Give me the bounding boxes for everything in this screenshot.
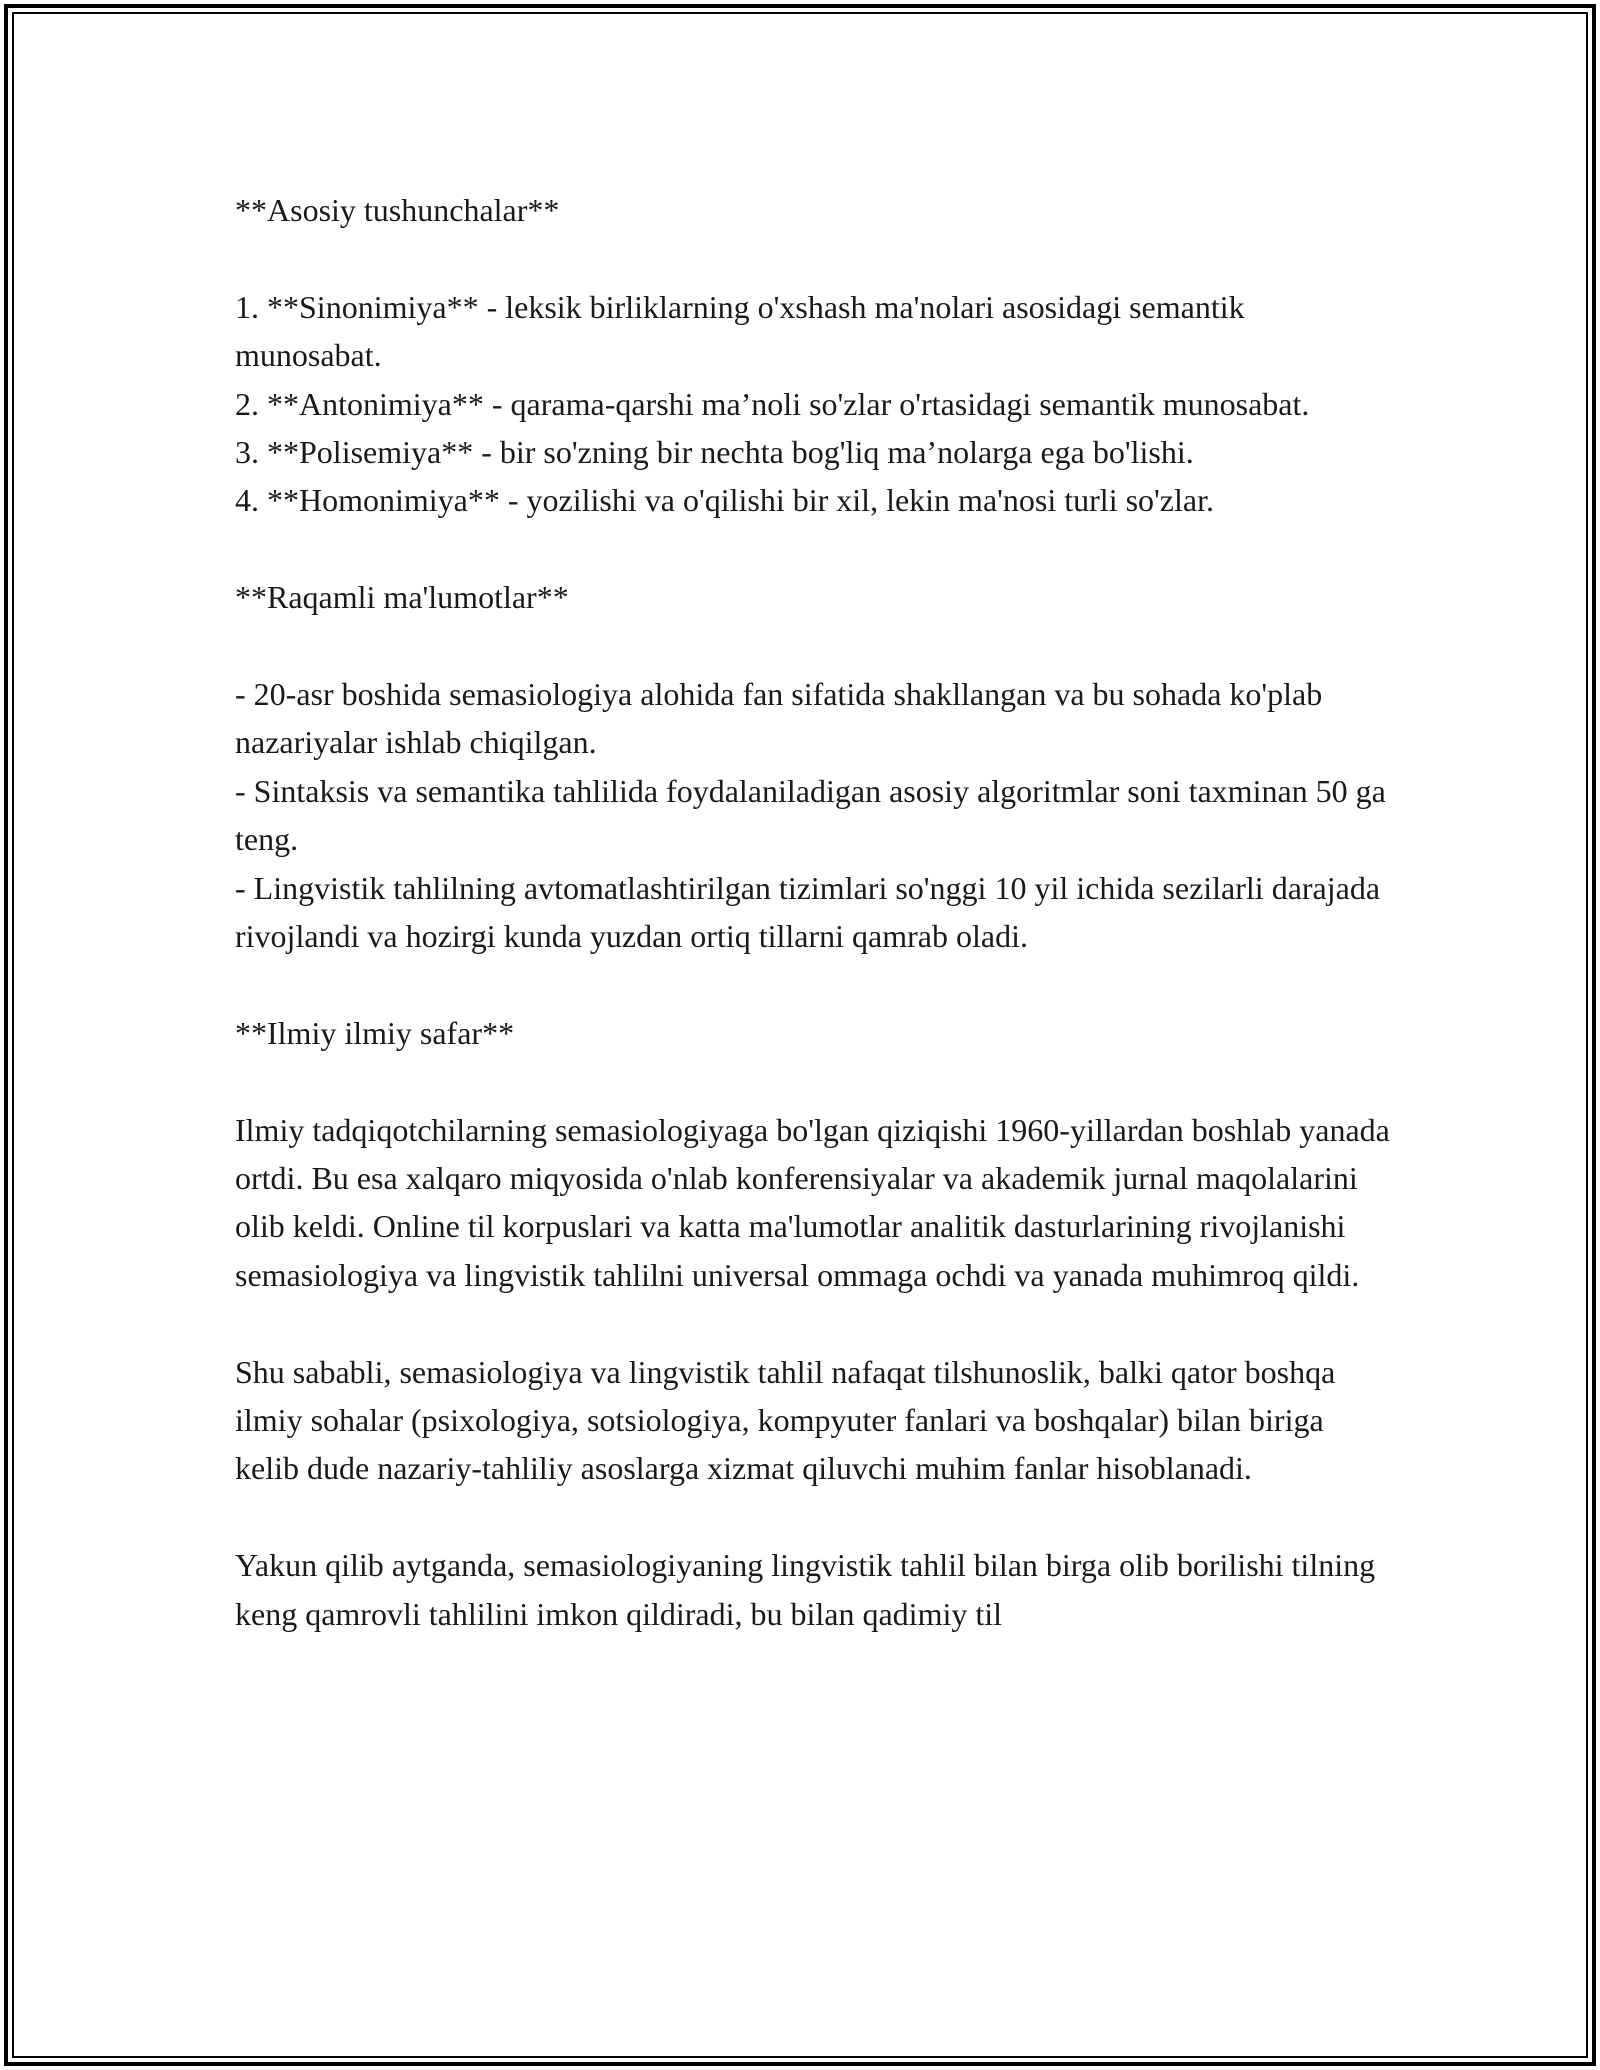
document-body xyxy=(235,186,1395,1638)
paragraph: Yakun qilib aytganda, semasiologiyaning lingvistik tahlil bilan birga olib borilishi tilning keng qamrovli tahlilini imkon qildiradi, bu bilan qadimiy til xyxy=(235,1547,1376,1632)
list-item-concept: 1. **Sinonimiya** - leksik birliklarning o'xshash ma'nolari asosidagi semantik munosabat. xyxy=(235,288,1245,374)
list-item-concept: 4. **Homonimiya** - yozilishi va o'qilishi bir xil, lekin ma'nosi turli so'zlar. xyxy=(235,482,1214,519)
section-heading-journey: **Ilmiy ilmiy safar** xyxy=(235,1014,515,1051)
list-item-concept: 3. **Polisemiya** - bir so'zning bir nechta bog'liq ma’nolarga ega bo'lishi. xyxy=(235,434,1194,471)
list-item-fact: - Sintaksis va semantika tahlilida foydalaniladigan asosiy algoritmlar soni taxminan 50 ga teng. xyxy=(235,772,1386,858)
list-item-concept: 2. **Antonimiya** - qarama-qarshi ma’noli so'zlar o'rtasidagi semantik munosabat. xyxy=(235,385,1310,422)
list-item-fact: - 20-asr boshida semasiologiya alohida fan sifatida shakllangan va bu sohada ko'plab nazariyalar ishlab chiqilgan. xyxy=(235,676,1323,761)
paragraph: Shu sababli, semasiologiya va lingvistik tahlil nafaqat tilshunoslik, balki qator boshqa ilmiy sohalar (psixologiya, sotsiologiya, kompyuter fanlari va boshqalar) bilan biriga kelib dude nazariy-tahliliy asoslarga xizmat qiluvchi muhim fanlar hisoblanadi. xyxy=(235,1353,1336,1487)
list-item-fact: - Lingvistik tahlilning avtomatlashtirilgan tizimlari so'nggi 10 yil ichida sezilarli darajada rivojlandi va hozirgi kunda yuzdan ortiq tillarni qamrab oladi. xyxy=(235,869,1381,955)
paragraph: Ilmiy tadqiqotchilarning semasiologiyaga bo'lgan qiziqishi 1960-yillardan boshlab yanada ortdi. Bu esa xalqaro miqyosida o'nlab konferensiyalar va akademik jurnal maqolalarini olib keldi. Online til korpuslari va katta ma'lumotlar analitik dasturlarining rivojlanishi semasiologiya va lingvistik tahlilni universal ommaga ochdi va yanada muhimroq qildi. xyxy=(235,1111,1390,1293)
section-heading-data: **Raqamli ma'lumotlar** xyxy=(235,579,569,616)
section-heading-concepts: **Asosiy tushunchalar** xyxy=(235,192,560,228)
